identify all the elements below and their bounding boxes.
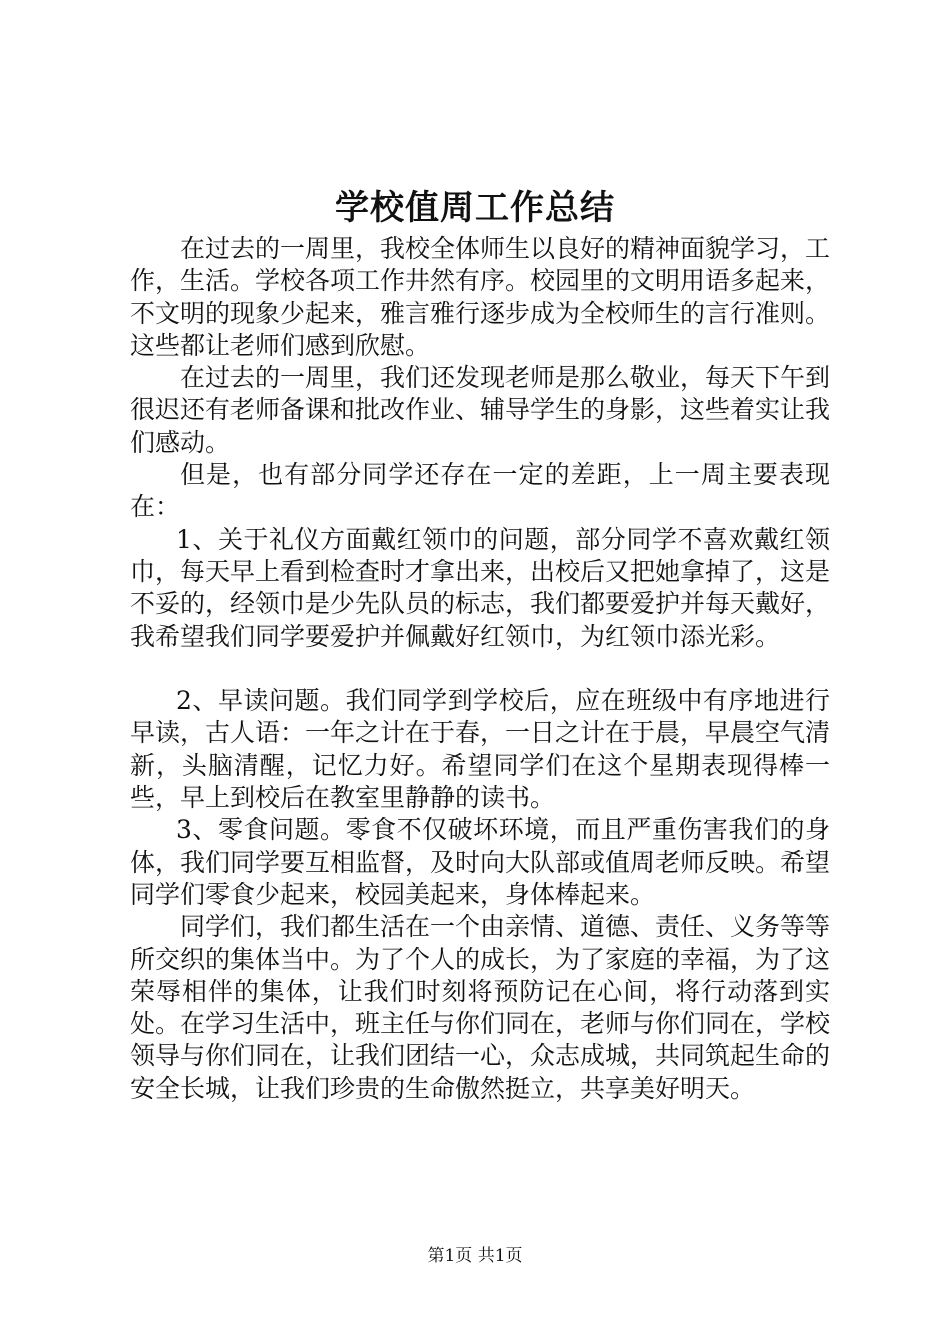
paragraph-item-2: 2、早读问题。我们同学到学校后，应在班级中有序地进行早读，古人语：一年之计在于春，一日之计在于晨，早晨空气清新，头脑清醒，记忆力好。希望同学们在这个星期表现得棒一些，早上到校后在教室里静静的读书。 (130, 686, 831, 813)
document-title: 学校值周工作总结 (335, 188, 615, 228)
document-body (130, 233, 830, 1105)
paragraph-item-3: 3、零食问题。零食不仅破坏环境，而且严重伤害我们的身体，我们同学要互相监督，及时向大队部或值周老师反映。希望同学们零食少起来，校园美起来，身体棒起来。 (130, 815, 831, 909)
paragraph-teachers: 在过去的一周里，我们还发现老师是那么敬业，每天下午到很迟还有老师备课和批改作业、辅导学生的身影，这些着实让我们感动。 (130, 363, 831, 457)
paragraph-item-1: 1、关于礼仪方面戴红领巾的问题，部分同学不喜欢戴红领巾，每天早上看到检查时才拿出来，出校后又把她拿掉了，这是不妥的，经领巾是少先队员的标志，我们都要爱护并每天戴好，我希望我们同学要爱护并佩戴好红领巾，为红领巾添光彩。 (130, 524, 831, 651)
paragraph-intro: 在过去的一周里，我校全体师生以良好的精神面貌学习，工作，生活。学校各项工作井然有序。校园里的文明用语多起来，不文明的现象少起来，雅言雅行逐步成为全校师生的言行准则。这些都让老师们感到欣慰。 (130, 234, 831, 360)
paragraph-shortcomings: 但是，也有部分同学还存在一定的差距，上一周主要表现在： (130, 460, 830, 522)
page-footer: 第1页 共1页 (427, 1246, 523, 1266)
paragraph-conclusion: 同学们，我们都生活在一个由亲情、道德、责任、义务等等所交织的集体当中。为了个人的成长，为了家庭的幸福，为了这荣辱相伴的集体，让我们时刻将预防记在心间，将行动落到实处。在学习生活中，班主任与你们同在，老师与你们同在，学校领导与你们同在，让我们团结一心，众志成城，共同筑起生命的安全长城，让我们珍贵的生命傲然挺立，共享美好明天。 (130, 912, 831, 1103)
